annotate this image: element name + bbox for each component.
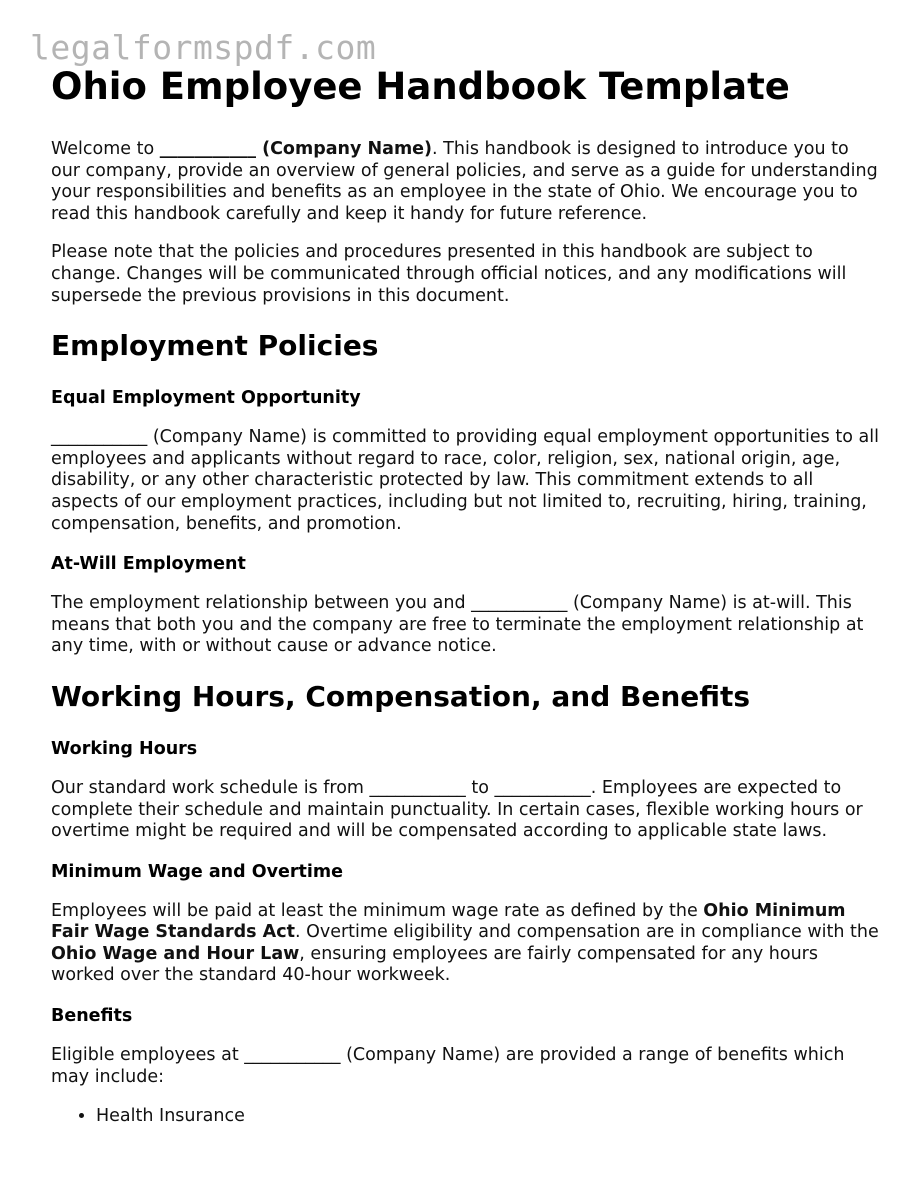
subheading-equal-employment: Equal Employment Opportunity <box>51 388 361 409</box>
at-will-text: The employment relationship between you and ___________ (Company Name) is at-will. This means that both you and the company are free to terminate the employment relationship at any time, with or without cause or advance notice. <box>51 593 864 657</box>
minimum-wage-text <box>51 901 881 987</box>
benefits-list <box>51 1105 881 1127</box>
wage-act-name: Ohio Minimum Fair Wage Standards Act <box>51 900 846 943</box>
intro-paragraph-2: Please note that the policies and procedures presented in this handbook are subject to change. Changes will be communicated through official notices, and any modifications will supersede the previous provisions in this document. <box>51 242 847 306</box>
company-name-placeholder: ___________ (Company Name) <box>159 139 433 159</box>
section-heading-hours-compensation: Working Hours, Compensation, and Benefits <box>51 679 751 713</box>
intro-paragraph-1 <box>51 139 881 225</box>
benefits-text: Eligible employees at ___________ (Company Name) are provided a range of benefits which may include: <box>51 1045 845 1087</box>
intro-welcome-text: Welcome to <box>51 139 160 159</box>
subheading-benefits: Benefits <box>51 1006 133 1027</box>
wage-text-part-3: , ensuring employees are fairly compensated for any hours worked over the standard 40-hour workweek. <box>51 943 818 986</box>
wage-text-part-1: Employees will be paid at least the minimum wage rate as defined by the <box>51 900 704 921</box>
document-body <box>51 62 881 1127</box>
section-heading-employment-policies: Employment Policies <box>51 329 379 363</box>
equal-employment-text: ___________ (Company Name) is committed to providing equal employment opportunities to all employees and applicants without regard to race, color, religion, sex, national origin, age, disability, or any other characteristic protected by law. This commitment extends to all aspects of our employment practices, including but not limited to, recruiting, hiring, training, compensation, benefits, and promotion. <box>51 427 879 534</box>
list-item: • Health Insurance <box>96 1105 881 1127</box>
subheading-minimum-wage: Minimum Wage and Overtime <box>51 861 344 882</box>
subheading-at-will: At-Will Employment <box>51 554 246 575</box>
subheading-working-hours: Working Hours <box>51 738 198 759</box>
wage-text-part-2: . Overtime eligibility and compensation are in compliance with the <box>294 922 879 943</box>
wage-law-name: Ohio Wage and Hour Law <box>51 943 300 964</box>
intro-description-text: . This handbook is designed to introduce you to our company, provide an overview of general policies, and serve as a guide for understanding your responsibilities and benefits as an employee in the state of Ohio. We encourage you to read this handbook carefully and keep it handy for future reference. <box>51 139 878 224</box>
document-title: Ohio Employee Handbook Template <box>51 65 790 108</box>
watermark: legalformspdf.com <box>30 28 377 67</box>
working-hours-text: Our standard work schedule is from ___________ to ___________. Employees are expected to complete their schedule and maintain punctuality. In certain cases, flexible working hours or overtime might be required and will be compensated according to applicable state laws. <box>51 777 863 842</box>
